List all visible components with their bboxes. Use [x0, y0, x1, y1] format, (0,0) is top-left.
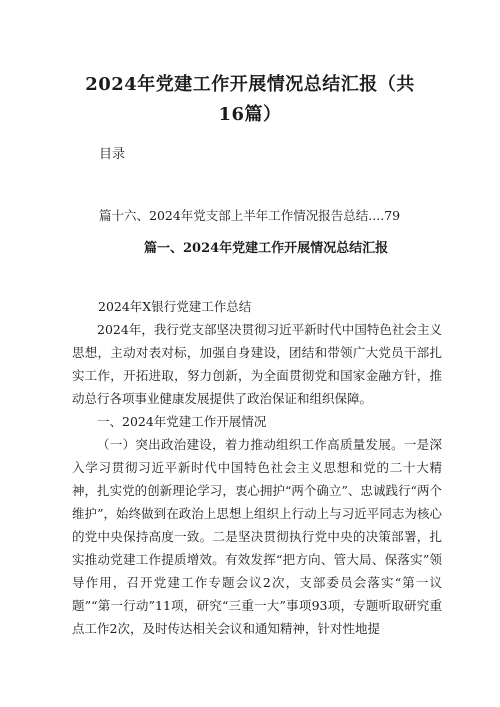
body-text: [72, 318, 442, 640]
document-title: 2024年党建工作开展情况总结汇报（共16篇）: [85, 74, 415, 125]
toc-item[interactable]: 篇十六、2024年党支部上半年工作情况报告总结....79: [99, 208, 401, 223]
paragraph: （一）突出政治建设，着力推动组织工作高质量发展。一是深入学习贯彻习近平新时代中国特色社会主义思想和党的二十大精神，扎实党的创新理论学习，衷心拥护“两个确立”、忠诚践行“两个维护”，始终做到在政治上思想上组织上行动上与习近平同志为核心的党中央保持高度一致。二是坚决贯彻执行党中央的决策部署，扎实推动党建工作提质增效。有效发挥“把方向、管大局、保落实”领导作用，召开党建工作专题会议2次，支部委员会落实“第一议题”“第一行动”11项，研究“三重一大”事项93项，专题听取研究重点工作2次，及时传达相关会议和通知精神，针对性地提: [72, 437, 442, 636]
section-heading: 一、2024年党建工作开展情况: [97, 414, 267, 429]
paragraph: 2024年，我行党支部坚决贯彻习近平新时代中国特色社会主义思想，主动对表对标，加强自身建设，团结和带领广大党员干部扎实工作，开拓进取，努力创新，为全面贯彻党和国家金融方针，推动总行各项事业健康发展提供了政治保证和组织保障。: [72, 322, 442, 406]
document-subtitle: 2024年X银行党建工作总结: [98, 299, 252, 314]
toc-label: 目录: [99, 147, 126, 162]
article-heading: 篇一、2024年党建工作开展情况总结汇报: [144, 241, 389, 256]
